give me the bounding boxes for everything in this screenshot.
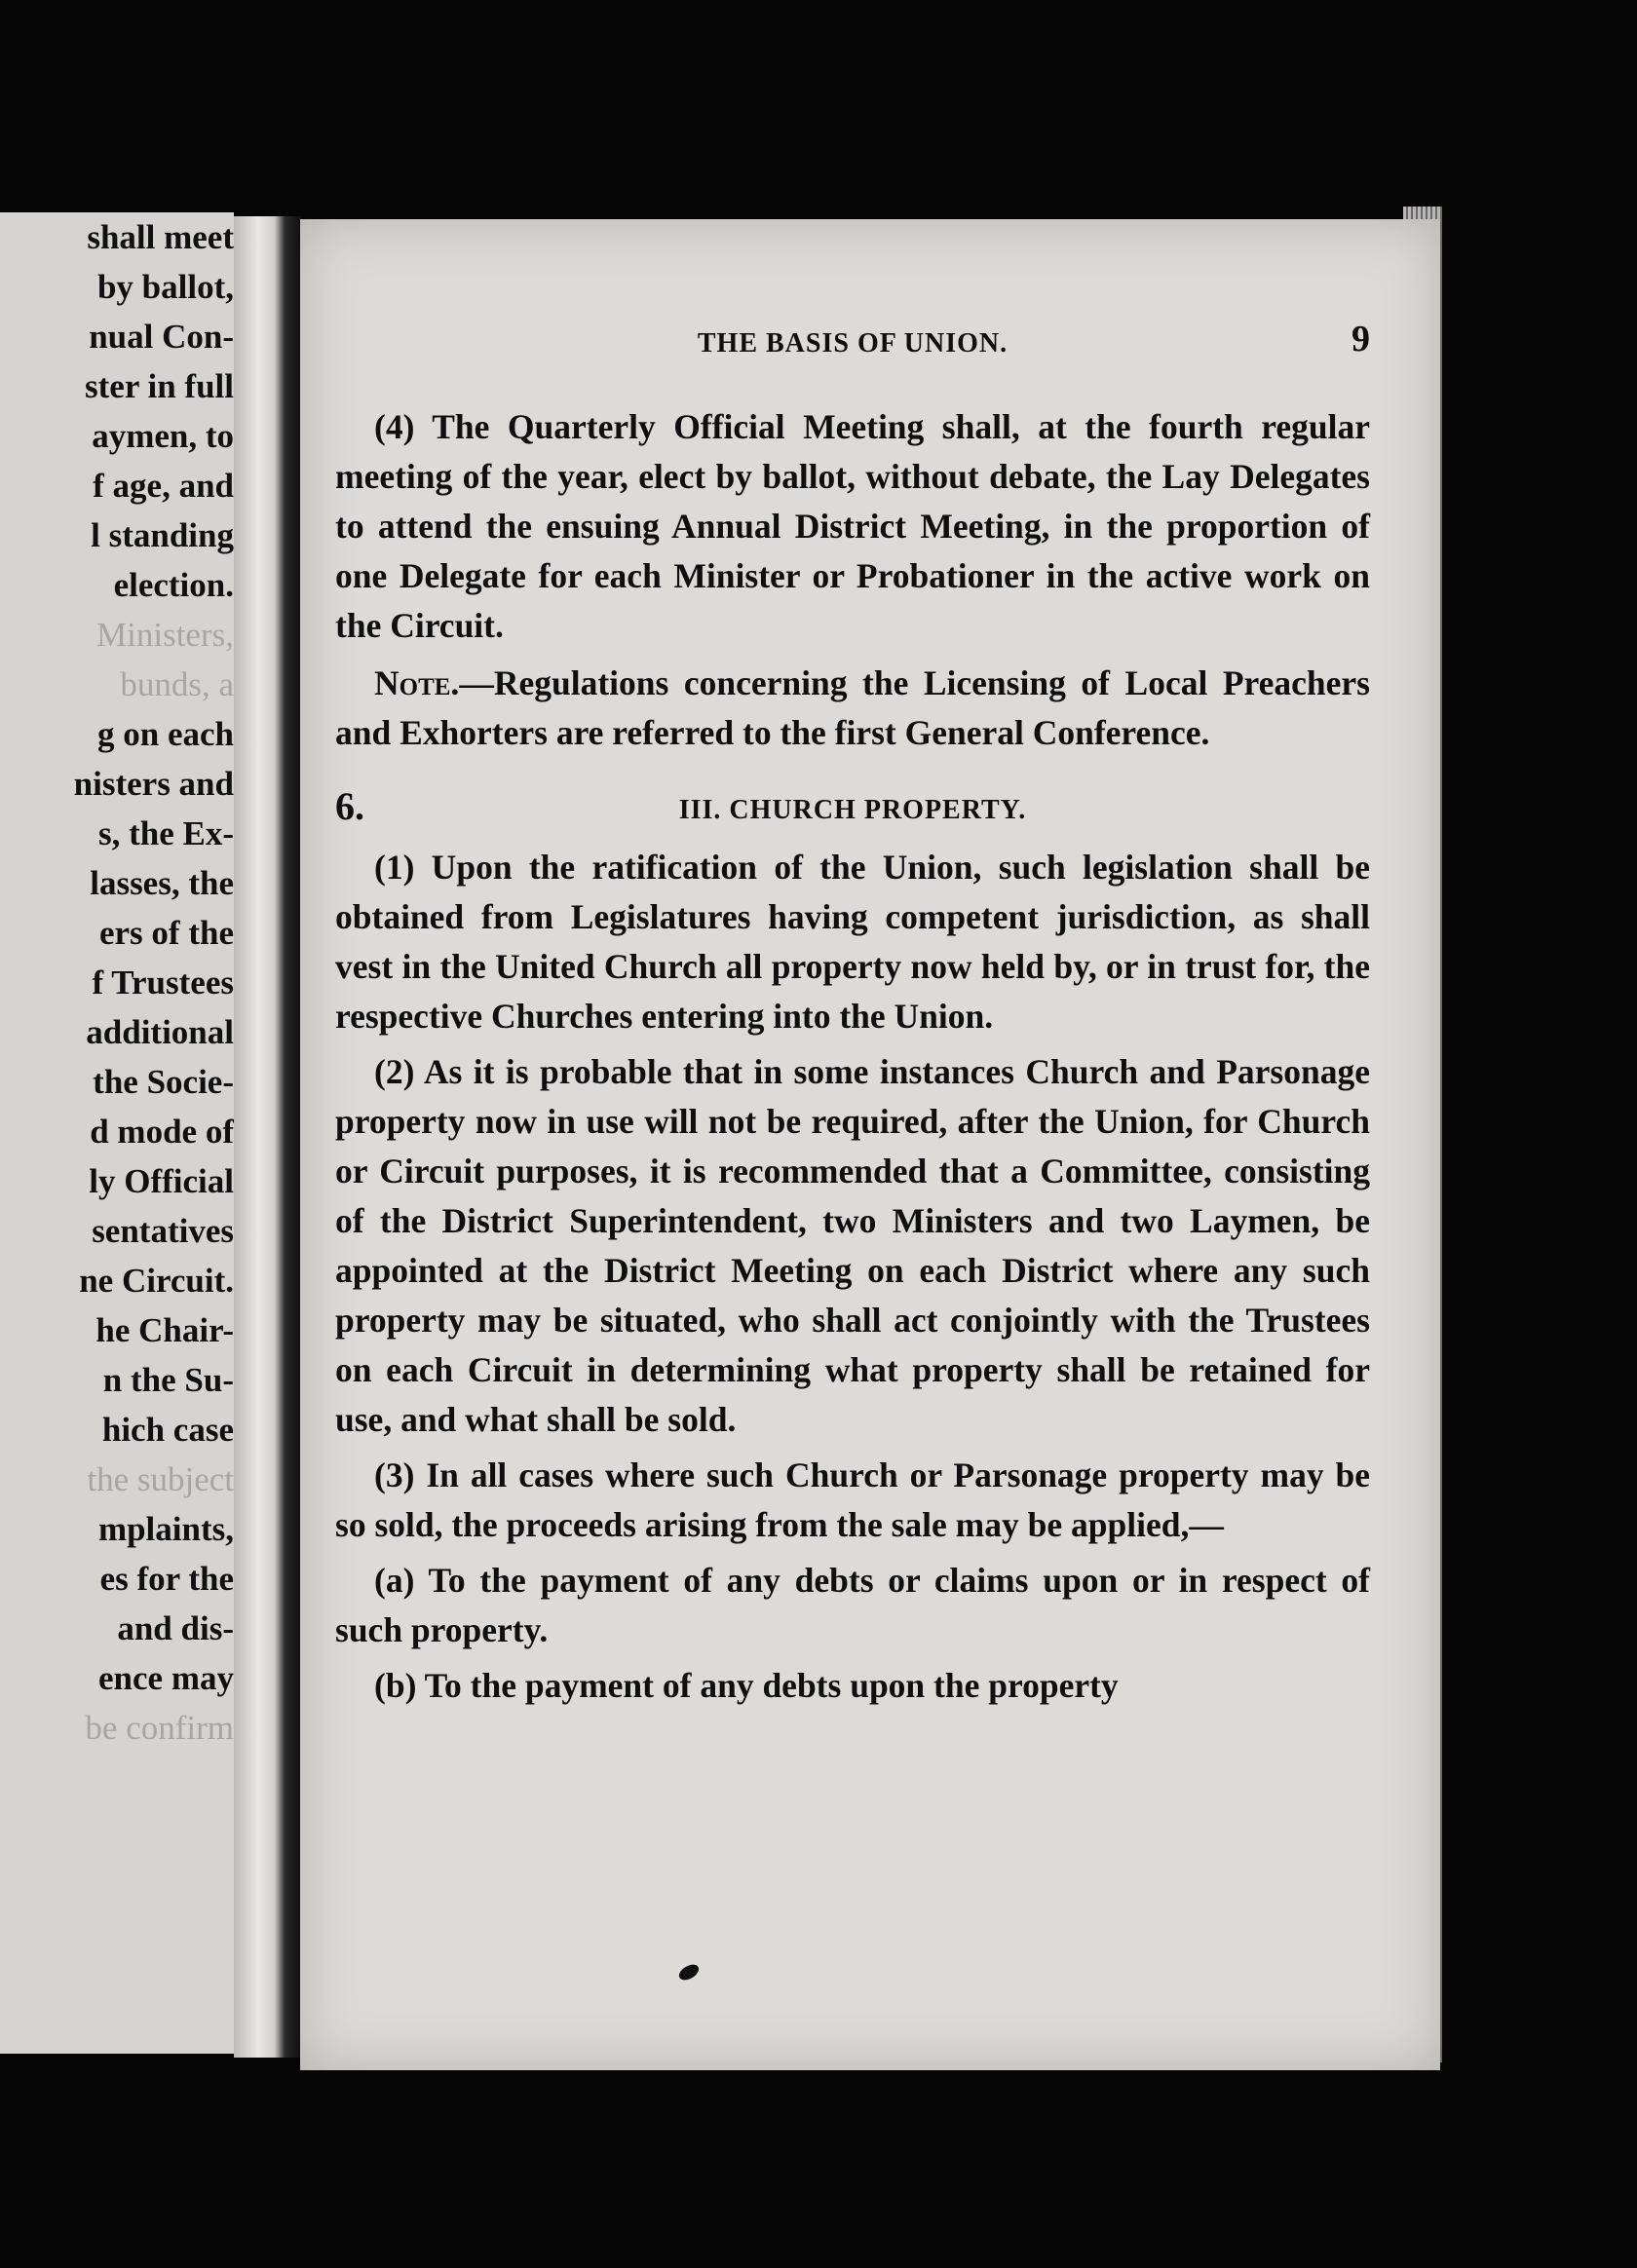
running-head <box>335 319 1370 358</box>
left-line: he Chair- <box>95 1311 234 1349</box>
left-line: ne Circuit. <box>79 1262 234 1300</box>
left-line: additional <box>86 1013 234 1051</box>
left-line: mplaints, <box>97 1510 234 1548</box>
note-paragraph <box>335 659 1370 758</box>
left-line: shall meet <box>87 218 234 256</box>
left-page-fragment <box>0 212 234 2054</box>
left-line: bunds, a <box>120 665 234 703</box>
section-heading <box>335 781 1370 831</box>
note-text: —Regulations concerning the Licensing of Local Preachers and Exhorters are referred to the first General Conference. <box>335 663 1370 752</box>
left-line: by ballot, <box>96 268 234 306</box>
church-property-paragraph-3: (3) In all cases where such Church or Parsonage property may be so sold, the proceeds arising from the sale may be applied,— <box>335 1455 1370 1544</box>
left-line: g on each <box>97 715 234 753</box>
paragraph-4: (4) The Quarterly Official Meeting shall, at the fourth regular meeting of the year, elect by ballot, without debate, the Lay Delegates to attend the ensuing Annual District Meeting, in the proportion of one Delegate for each Minister or Probationer in the active work on the Circuit. <box>335 407 1370 645</box>
left-line: f Trustees <box>92 964 234 1002</box>
church-property-paragraph-2: (2) As it is probable that in some instances Church and Parsonage property now in use will not be required, after the Union, for Church or Circuit purposes, it is recommended that a Committee, consisting of the District Superintendent, two Ministers and two Laymen, be appointed at the District Meeting on each District where any such property may be situated, who shall act conjointly with the Trustees on each Circuit in determining what property shall be retained for use, and what shall be sold. <box>335 1052 1370 1439</box>
section-number: 6. <box>335 784 364 828</box>
ink-blot <box>676 1961 702 1983</box>
left-line: es for the <box>99 1560 234 1598</box>
left-line: hich case <box>101 1411 234 1449</box>
left-line: the subject <box>87 1460 234 1498</box>
book-gutter <box>234 216 302 2058</box>
left-line: nual Con- <box>89 318 234 356</box>
left-line: be confirm <box>85 1709 234 1747</box>
left-line: l standing <box>91 516 234 554</box>
left-line: ence may <box>98 1659 234 1697</box>
left-line: ly Official <box>89 1162 234 1200</box>
left-line: ers of the <box>98 914 234 952</box>
church-property-paragraph-1: (1) Upon the ratification of the Union, such legislation shall be obtained from Legislatures having competent jurisdiction, as shall vest in the United Church all property now held by, or in trust for, the respective Churches entering into the Union. <box>335 848 1370 1036</box>
right-page <box>300 219 1440 2070</box>
left-line: f age, and <box>93 467 234 505</box>
church-property-item-a: (a) To the payment of any debts or claims upon or in respect of such property. <box>335 1561 1370 1649</box>
section-title: III. CHURCH PROPERTY. <box>678 795 1027 825</box>
note-label: Note. <box>374 663 460 702</box>
left-line: aymen, to <box>92 417 234 455</box>
left-line: s, the Ex- <box>97 814 234 852</box>
page-number: 9 <box>1351 319 1370 359</box>
left-line: and dis- <box>117 1609 234 1647</box>
left-line: d mode of <box>90 1113 234 1151</box>
body-text <box>335 402 1370 1711</box>
left-line: n the Su- <box>102 1361 234 1399</box>
left-line: lasses, the <box>90 864 234 902</box>
running-title: THE BASIS OF UNION. <box>697 328 1009 359</box>
left-page-text <box>58 212 234 1753</box>
left-line: election. <box>113 566 234 604</box>
left-line: ster in full <box>85 367 234 405</box>
left-line: sentatives <box>92 1212 234 1250</box>
left-line: Ministers, <box>96 616 234 654</box>
left-line: nisters and <box>73 765 234 803</box>
left-line: the Socie- <box>93 1063 234 1101</box>
church-property-item-b: (b) To the payment of any debts upon the property <box>374 1666 1119 1705</box>
